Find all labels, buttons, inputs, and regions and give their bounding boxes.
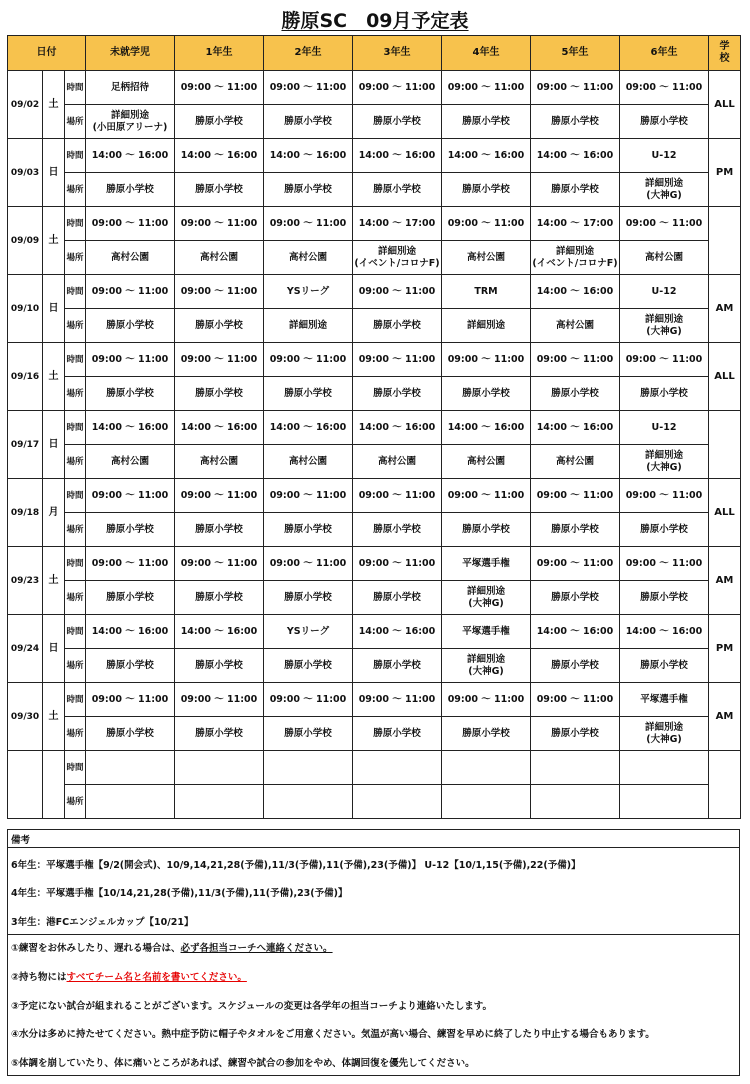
schedule-row-time (8, 139, 741, 173)
school-cell: AM (709, 683, 741, 751)
place-cell: 勝原小学校 (86, 309, 175, 343)
place-cell: 勝原小学校 (353, 717, 442, 751)
schedule-row-place (8, 513, 741, 547)
schedule-row-time (8, 71, 741, 105)
time-cell: 14:00 ～ 16:00 (353, 411, 442, 445)
time-cell: 09:00 ～ 11:00 (531, 547, 620, 581)
weekday-cell: 日 (43, 139, 65, 207)
date-cell: 09/02 (8, 71, 43, 139)
time-cell: 09:00 ～ 11:00 (264, 479, 353, 513)
place-cell: 勝原小学校 (86, 649, 175, 683)
weekday-cell: 日 (43, 615, 65, 683)
time-label: 時間 (65, 547, 86, 581)
time-cell: 09:00 ～ 11:00 (442, 207, 531, 241)
place-cell: 詳細別途 (小田原アリーナ) (86, 105, 175, 139)
place-cell: 勝原小学校 (175, 173, 264, 207)
place-label: 場所 (65, 173, 86, 207)
time-cell: U-12 (620, 139, 709, 173)
schedule-row-place (8, 377, 741, 411)
place-cell: 勝原小学校 (264, 377, 353, 411)
place-cell: 高村公園 (531, 445, 620, 479)
place-cell: 勝原小学校 (531, 513, 620, 547)
place-cell: 勝原小学校 (175, 309, 264, 343)
place-cell: 高村公園 (531, 309, 620, 343)
header-grade: 1年生 (175, 36, 264, 71)
time-cell (531, 751, 620, 785)
place-cell: 高村公園 (86, 445, 175, 479)
schedule-row-place (8, 241, 741, 275)
time-cell: 14:00 ～ 16:00 (531, 615, 620, 649)
header-row (8, 36, 741, 71)
time-cell: 09:00 ～ 11:00 (86, 275, 175, 309)
place-cell: 高村公園 (86, 241, 175, 275)
note-grade4: 4年生：平塚選手権【10/14,21,28(予備),11/3(予備),11(予備),23(予備)】 (11, 888, 348, 899)
time-cell: 09:00 ～ 11:00 (264, 71, 353, 105)
time-label: 時間 (65, 411, 86, 445)
schedule-row-place (8, 105, 741, 139)
time-cell: 09:00 ～ 11:00 (264, 683, 353, 717)
place-cell: 勝原小学校 (175, 581, 264, 615)
time-cell: 09:00 ～ 11:00 (353, 71, 442, 105)
place-cell: 高村公園 (264, 445, 353, 479)
schedule-row-place (8, 445, 741, 479)
place-cell: 詳細別途 (大神G) (620, 309, 709, 343)
place-cell: 勝原小学校 (620, 513, 709, 547)
schedule-row-place (8, 717, 741, 751)
place-cell: 勝原小学校 (86, 377, 175, 411)
date-cell: 09/24 (8, 615, 43, 683)
time-cell: 09:00 ～ 11:00 (531, 479, 620, 513)
place-cell: 高村公園 (442, 241, 531, 275)
school-cell: ALL (709, 71, 741, 139)
time-cell: 09:00 ～ 11:00 (531, 343, 620, 377)
schedule-row-time (8, 275, 741, 309)
time-cell: YSリーグ (264, 615, 353, 649)
place-cell: 勝原小学校 (531, 717, 620, 751)
time-cell: 平塚選手権 (620, 683, 709, 717)
time-cell: U-12 (620, 275, 709, 309)
place-cell: 勝原小学校 (175, 649, 264, 683)
schedule-row-place (8, 649, 741, 683)
time-label: 時間 (65, 479, 86, 513)
time-cell: 09:00 ～ 11:00 (531, 71, 620, 105)
time-cell: 14:00 ～ 16:00 (531, 275, 620, 309)
note-1-text: ①練習をお休みしたり、遅れる場合は、 (11, 943, 181, 954)
weekday-cell: 土 (43, 683, 65, 751)
time-cell: 09:00 ～ 11:00 (442, 343, 531, 377)
place-cell: 高村公園 (353, 445, 442, 479)
note-1 (11, 940, 333, 954)
time-cell: 足柄招待 (86, 71, 175, 105)
time-cell: 09:00 ～ 11:00 (353, 479, 442, 513)
place-cell: 勝原小学校 (86, 513, 175, 547)
note-3: ③予定にない試合が組まれることがございます。スケジュールの変更は各学年の担当コーチより連絡いたします。 (11, 1001, 492, 1012)
time-cell (442, 751, 531, 785)
place-label: 場所 (65, 445, 86, 479)
weekday-cell: 日 (43, 411, 65, 479)
time-cell: 平塚選手権 (442, 547, 531, 581)
time-cell: 14:00 ～ 16:00 (175, 615, 264, 649)
place-cell (264, 785, 353, 819)
time-cell: 14:00 ～ 16:00 (442, 411, 531, 445)
header-grade: 未就学児 (86, 36, 175, 71)
place-cell: 詳細別途 (イベント/コロナF) (531, 241, 620, 275)
time-label: 時間 (65, 751, 86, 785)
place-cell: 勝原小学校 (442, 513, 531, 547)
time-cell: 09:00 ～ 11:00 (175, 547, 264, 581)
weekday-cell: 月 (43, 479, 65, 547)
time-cell: 09:00 ～ 11:00 (620, 207, 709, 241)
page-title: 勝原SC 09月予定表 (281, 10, 469, 32)
time-label: 時間 (65, 71, 86, 105)
time-cell: 09:00 ～ 11:00 (353, 683, 442, 717)
time-cell: 14:00 ～ 16:00 (86, 411, 175, 445)
schedule-row-time (8, 683, 741, 717)
time-cell: 14:00 ～ 16:00 (442, 139, 531, 173)
time-cell: 09:00 ～ 11:00 (620, 547, 709, 581)
time-cell: 09:00 ～ 11:00 (264, 343, 353, 377)
time-cell: 09:00 ～ 11:00 (175, 275, 264, 309)
time-cell: 14:00 ～ 16:00 (531, 139, 620, 173)
weekday-cell (43, 751, 65, 819)
place-label: 場所 (65, 241, 86, 275)
note-4: ④水分は多めに持たせてください。熱中症予防に帽子やタオルをご用意ください。気温が高い場合、練習を早めに終了したり中止する場合もあります。 (11, 1029, 655, 1040)
time-cell: 14:00 ～ 16:00 (353, 615, 442, 649)
place-cell: 勝原小学校 (620, 649, 709, 683)
place-cell: 勝原小学校 (264, 105, 353, 139)
place-cell: 勝原小学校 (442, 377, 531, 411)
school-cell: ALL (709, 343, 741, 411)
place-cell: 詳細別途 (大神G) (620, 717, 709, 751)
weekday-cell: 土 (43, 207, 65, 275)
time-cell: 14:00 ～ 16:00 (264, 411, 353, 445)
time-cell: 14:00 ～ 16:00 (86, 139, 175, 173)
note-2 (11, 969, 247, 983)
schedule-row-time (8, 343, 741, 377)
time-label: 時間 (65, 207, 86, 241)
place-cell: 高村公園 (620, 241, 709, 275)
time-cell: 09:00 ～ 11:00 (353, 547, 442, 581)
time-cell: 09:00 ～ 11:00 (175, 71, 264, 105)
time-cell: 09:00 ～ 11:00 (620, 71, 709, 105)
place-cell: 勝原小学校 (353, 309, 442, 343)
place-label: 場所 (65, 649, 86, 683)
header-date: 日付 (8, 36, 86, 71)
time-cell: 09:00 ～ 11:00 (175, 479, 264, 513)
place-cell: 勝原小学校 (531, 105, 620, 139)
date-cell (8, 751, 43, 819)
schedule-row-time (8, 479, 741, 513)
schedule-row-time (8, 411, 741, 445)
time-label: 時間 (65, 683, 86, 717)
place-cell (353, 785, 442, 819)
time-label: 時間 (65, 615, 86, 649)
place-cell: 勝原小学校 (353, 173, 442, 207)
time-cell: 09:00 ～ 11:00 (86, 207, 175, 241)
time-cell (264, 751, 353, 785)
place-cell: 勝原小学校 (264, 581, 353, 615)
time-cell: 09:00 ～ 11:00 (442, 71, 531, 105)
divider (8, 934, 739, 935)
place-cell: 勝原小学校 (620, 105, 709, 139)
place-cell: 勝原小学校 (86, 717, 175, 751)
schedule-row-time (8, 547, 741, 581)
time-cell: 14:00 ～ 16:00 (86, 615, 175, 649)
time-cell: 09:00 ～ 11:00 (86, 683, 175, 717)
place-cell: 詳細別途 (442, 309, 531, 343)
time-cell (175, 751, 264, 785)
schedule-row-time (8, 207, 741, 241)
place-cell: 勝原小学校 (86, 173, 175, 207)
place-cell: 詳細別途 (264, 309, 353, 343)
place-cell: 詳細別途 (大神G) (442, 581, 531, 615)
time-cell: 09:00 ～ 11:00 (264, 547, 353, 581)
header-school (709, 36, 741, 71)
place-cell: 勝原小学校 (175, 377, 264, 411)
place-cell: 勝原小学校 (531, 173, 620, 207)
time-label: 時間 (65, 343, 86, 377)
time-cell (620, 751, 709, 785)
place-cell (620, 785, 709, 819)
schedule-row-place (8, 581, 741, 615)
note-2-text: ②持ち物には (11, 972, 67, 983)
date-cell: 09/09 (8, 207, 43, 275)
notes-heading: 備考 (11, 835, 31, 846)
time-cell: U-12 (620, 411, 709, 445)
place-cell: 高村公園 (264, 241, 353, 275)
time-cell: 09:00 ～ 11:00 (175, 683, 264, 717)
place-cell: 勝原小学校 (353, 513, 442, 547)
school-cell: PM (709, 615, 741, 683)
time-cell: TRM (442, 275, 531, 309)
time-cell: 09:00 ～ 11:00 (86, 547, 175, 581)
place-cell (175, 785, 264, 819)
time-cell: 09:00 ～ 11:00 (175, 343, 264, 377)
place-label: 場所 (65, 785, 86, 819)
time-cell: 14:00 ～ 17:00 (531, 207, 620, 241)
place-cell (86, 785, 175, 819)
place-cell: 勝原小学校 (264, 649, 353, 683)
time-label: 時間 (65, 275, 86, 309)
school-cell: AM (709, 275, 741, 343)
time-cell: 14:00 ～ 16:00 (175, 411, 264, 445)
header-grade: 4年生 (442, 36, 531, 71)
time-cell: 09:00 ～ 11:00 (86, 343, 175, 377)
place-cell: 詳細別途 (大神G) (442, 649, 531, 683)
time-cell: 14:00 ～ 16:00 (353, 139, 442, 173)
place-cell: 詳細別途 (大神G) (620, 173, 709, 207)
schedule-row-place (8, 173, 741, 207)
time-cell: YSリーグ (264, 275, 353, 309)
time-cell: 09:00 ～ 11:00 (353, 343, 442, 377)
header-grade: 5年生 (531, 36, 620, 71)
time-cell: 14:00 ～ 17:00 (353, 207, 442, 241)
place-cell: 勝原小学校 (531, 649, 620, 683)
date-cell: 09/03 (8, 139, 43, 207)
place-cell: 勝原小学校 (620, 377, 709, 411)
place-cell: 勝原小学校 (353, 105, 442, 139)
date-cell: 09/30 (8, 683, 43, 751)
time-cell (353, 751, 442, 785)
time-cell: 14:00 ～ 16:00 (264, 139, 353, 173)
header-grade: 2年生 (264, 36, 353, 71)
place-cell: 高村公園 (175, 445, 264, 479)
school-cell (709, 751, 741, 819)
time-cell: 09:00 ～ 11:00 (442, 683, 531, 717)
weekday-cell: 土 (43, 71, 65, 139)
schedule-row-time (8, 751, 741, 785)
place-cell: 詳細別途 (大神G) (620, 445, 709, 479)
place-cell: 勝原小学校 (175, 717, 264, 751)
time-cell: 平塚選手権 (442, 615, 531, 649)
weekday-cell: 土 (43, 343, 65, 411)
notes-section (7, 829, 740, 1076)
schedule-row-place (8, 309, 741, 343)
place-cell: 勝原小学校 (175, 513, 264, 547)
date-cell: 09/16 (8, 343, 43, 411)
weekday-cell: 日 (43, 275, 65, 343)
school-cell: ALL (709, 479, 741, 547)
place-cell: 勝原小学校 (264, 717, 353, 751)
time-cell: 14:00 ～ 16:00 (620, 615, 709, 649)
place-label: 場所 (65, 377, 86, 411)
place-cell: 詳細別途 (イベント/コロナF) (353, 241, 442, 275)
weekday-cell: 土 (43, 547, 65, 615)
time-cell: 09:00 ～ 11:00 (264, 207, 353, 241)
place-label: 場所 (65, 513, 86, 547)
place-cell: 勝原小学校 (264, 173, 353, 207)
note-grade3: 3年生：港FCエンジェルカップ【10/21】 (11, 917, 194, 928)
place-label: 場所 (65, 581, 86, 615)
date-cell: 09/17 (8, 411, 43, 479)
place-label: 場所 (65, 105, 86, 139)
school-cell (709, 207, 741, 275)
header-grade: 6年生 (620, 36, 709, 71)
time-label: 時間 (65, 139, 86, 173)
note-2-emphasis: すべてチーム名と名前を書いてください。 (66, 972, 247, 983)
time-cell: 14:00 ～ 16:00 (175, 139, 264, 173)
place-cell: 勝原小学校 (175, 105, 264, 139)
place-cell: 勝原小学校 (442, 173, 531, 207)
header-grade: 3年生 (353, 36, 442, 71)
schedule-row-place (8, 785, 741, 819)
date-cell: 09/10 (8, 275, 43, 343)
divider (8, 847, 739, 848)
time-cell: 09:00 ～ 11:00 (620, 343, 709, 377)
place-cell: 高村公園 (442, 445, 531, 479)
date-cell: 09/23 (8, 547, 43, 615)
note-grade6: 6年生：平塚選手権【9/2(開会式)、10/9,14,21,28(予備),11/3(予備),11(予備),23(予備)】 U-12【10/1,15(予備),22(予備)】 (11, 860, 581, 871)
note-5: ⑤体調を崩していたり、体に痛いところがあれば、練習や試合の参加をやめ、体調回復を優先してください。 (11, 1058, 475, 1069)
place-cell (531, 785, 620, 819)
schedule-table (7, 35, 741, 819)
school-cell: AM (709, 547, 741, 615)
school-cell (709, 411, 741, 479)
time-cell: 09:00 ～ 11:00 (175, 207, 264, 241)
time-cell: 09:00 ～ 11:00 (353, 275, 442, 309)
place-cell: 勝原小学校 (353, 649, 442, 683)
place-cell: 勝原小学校 (264, 513, 353, 547)
time-cell: 09:00 ～ 11:00 (442, 479, 531, 513)
place-cell: 勝原小学校 (353, 581, 442, 615)
place-cell: 勝原小学校 (531, 581, 620, 615)
header-school-label: 学校 (719, 41, 730, 64)
place-cell: 勝原小学校 (442, 105, 531, 139)
place-cell: 勝原小学校 (86, 581, 175, 615)
school-cell: PM (709, 139, 741, 207)
place-cell: 勝原小学校 (620, 581, 709, 615)
place-cell: 勝原小学校 (531, 377, 620, 411)
place-label: 場所 (65, 717, 86, 751)
place-cell (442, 785, 531, 819)
time-cell: 09:00 ～ 11:00 (620, 479, 709, 513)
schedule-row-time (8, 615, 741, 649)
time-cell: 09:00 ～ 11:00 (531, 683, 620, 717)
date-cell: 09/18 (8, 479, 43, 547)
place-cell: 勝原小学校 (442, 717, 531, 751)
time-cell (86, 751, 175, 785)
note-1-emphasis: 必ず各担当コーチへ連絡ください。 (180, 943, 333, 954)
place-cell: 高村公園 (175, 241, 264, 275)
place-cell: 勝原小学校 (353, 377, 442, 411)
time-cell: 14:00 ～ 16:00 (531, 411, 620, 445)
place-label: 場所 (65, 309, 86, 343)
time-cell: 09:00 ～ 11:00 (86, 479, 175, 513)
